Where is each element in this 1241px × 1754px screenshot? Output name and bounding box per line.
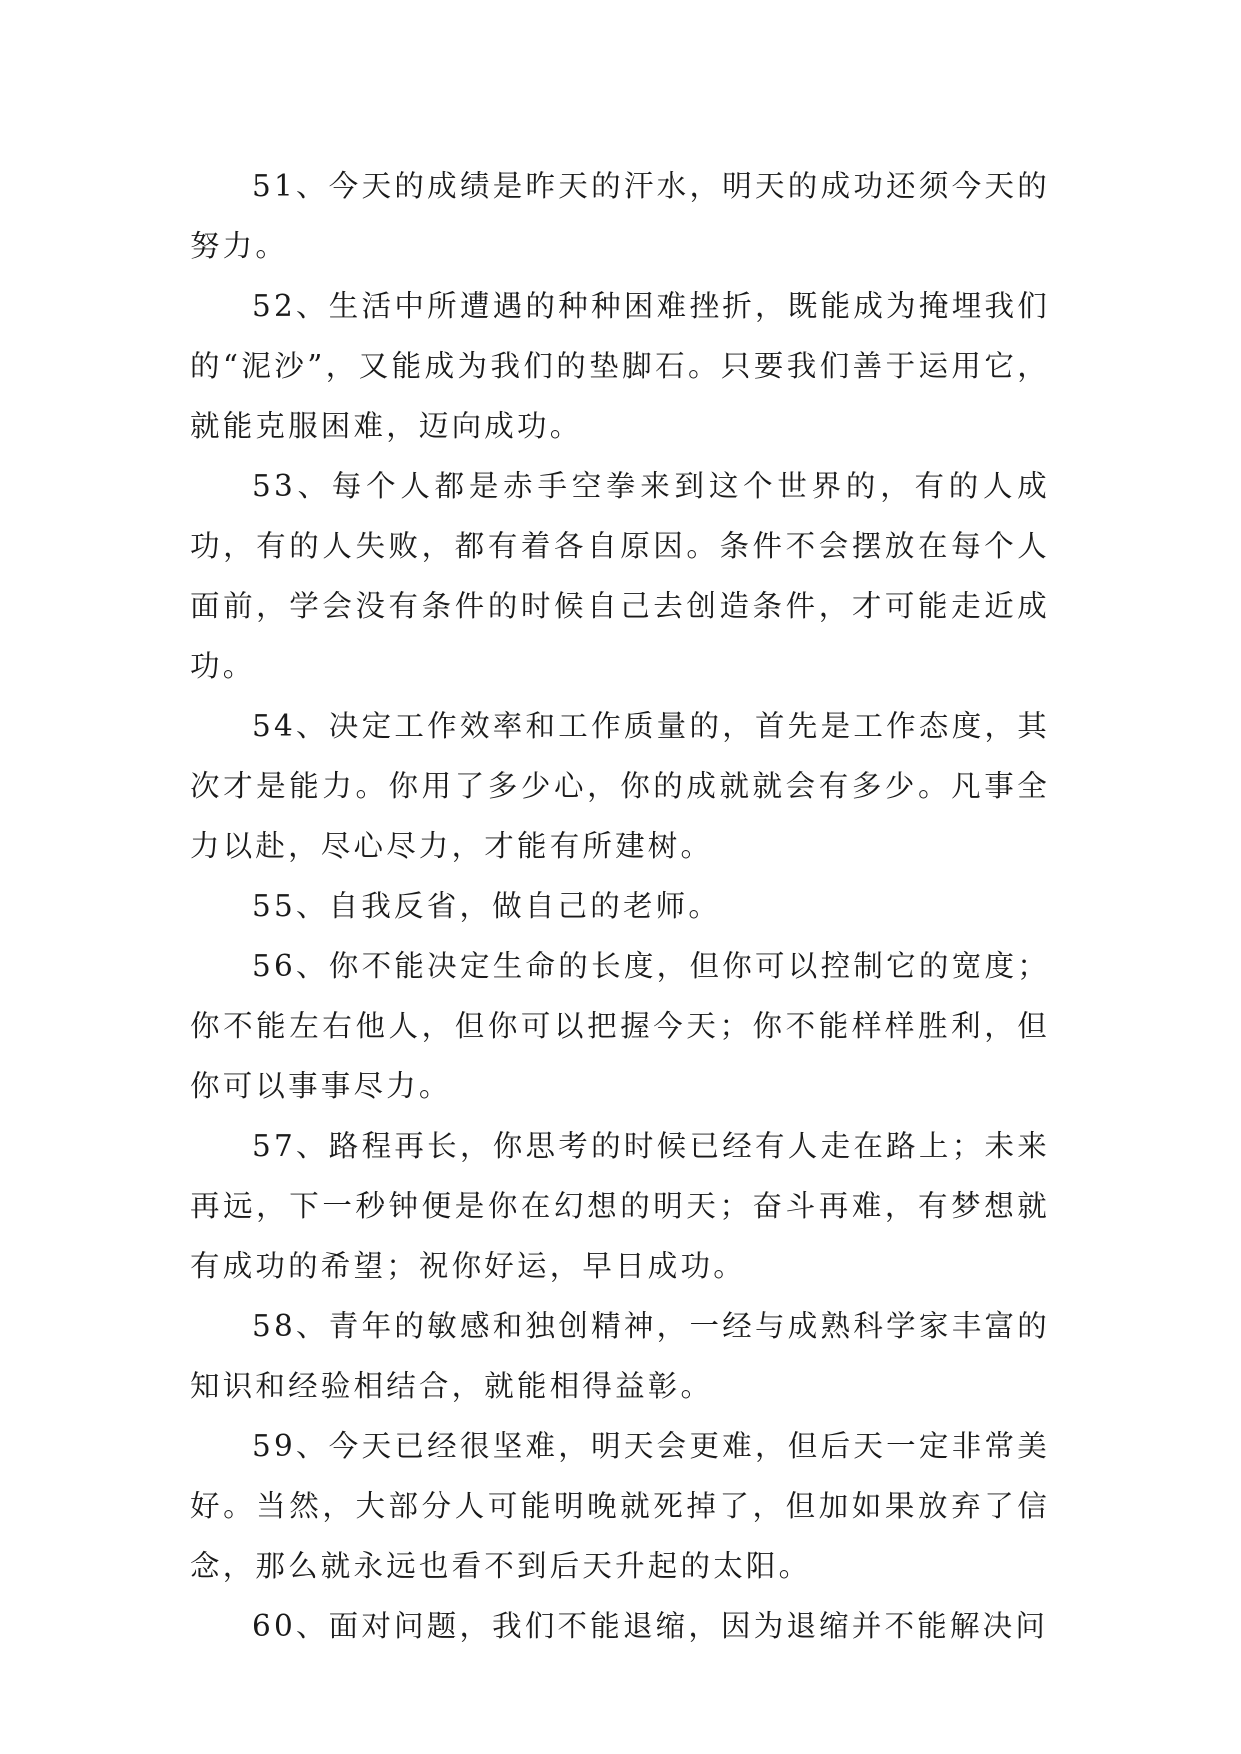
paragraph-51: 51、今天的成绩是昨天的汗水，明天的成功还须今天的努力。 <box>190 169 1050 263</box>
paragraph-55: 55、自我反省，做自己的老师。 <box>252 889 722 923</box>
paragraph-52: 52、生活中所遭遇的种种困难挫折，既能成为掩埋我们的“泥沙”，又能成为我们的垫脚石。只要我们善于运用它，就能克服困难，迈向成功。 <box>190 289 1050 443</box>
paragraph-58: 58、青年的敏感和独创精神，一经与成熟科学家丰富的知识和经验相结合，就能相得益彰。 <box>190 1309 1050 1403</box>
paragraph-56: 56、你不能决定生命的长度，但你可以控制它的宽度；你不能左右他人，但你可以把握今天；你不能样样胜利，但你可以事事尽力。 <box>190 949 1050 1103</box>
paragraph-53: 53、每个人都是赤手空拳来到这个世界的，有的人成功，有的人失败，都有着各自原因。条件不会摆放在每个人面前，学会没有条件的时候自己去创造条件，才可能走近成功。 <box>190 469 1050 683</box>
paragraph-60: 60、面对问题，我们不能退缩，因为退缩并不能解决问 <box>252 1609 1049 1643</box>
document-page <box>190 156 1050 1656</box>
paragraph-59: 59、今天已经很坚难，明天会更难，但后天一定非常美好。当然，大部分人可能明晚就死掉了，但加如果放弃了信念，那么就永远也看不到后天升起的太阳。 <box>190 1429 1050 1583</box>
paragraph-57: 57、路程再长，你思考的时候已经有人走在路上；未来再远，下一秒钟便是你在幻想的明天；奋斗再难，有梦想就有成功的希望；祝你好运，早日成功。 <box>190 1129 1050 1283</box>
paragraph-54: 54、决定工作效率和工作质量的，首先是工作态度，其次才是能力。你用了多少心，你的成就就会有多少。凡事全力以赴，尽心尽力，才能有所建树。 <box>190 709 1050 863</box>
